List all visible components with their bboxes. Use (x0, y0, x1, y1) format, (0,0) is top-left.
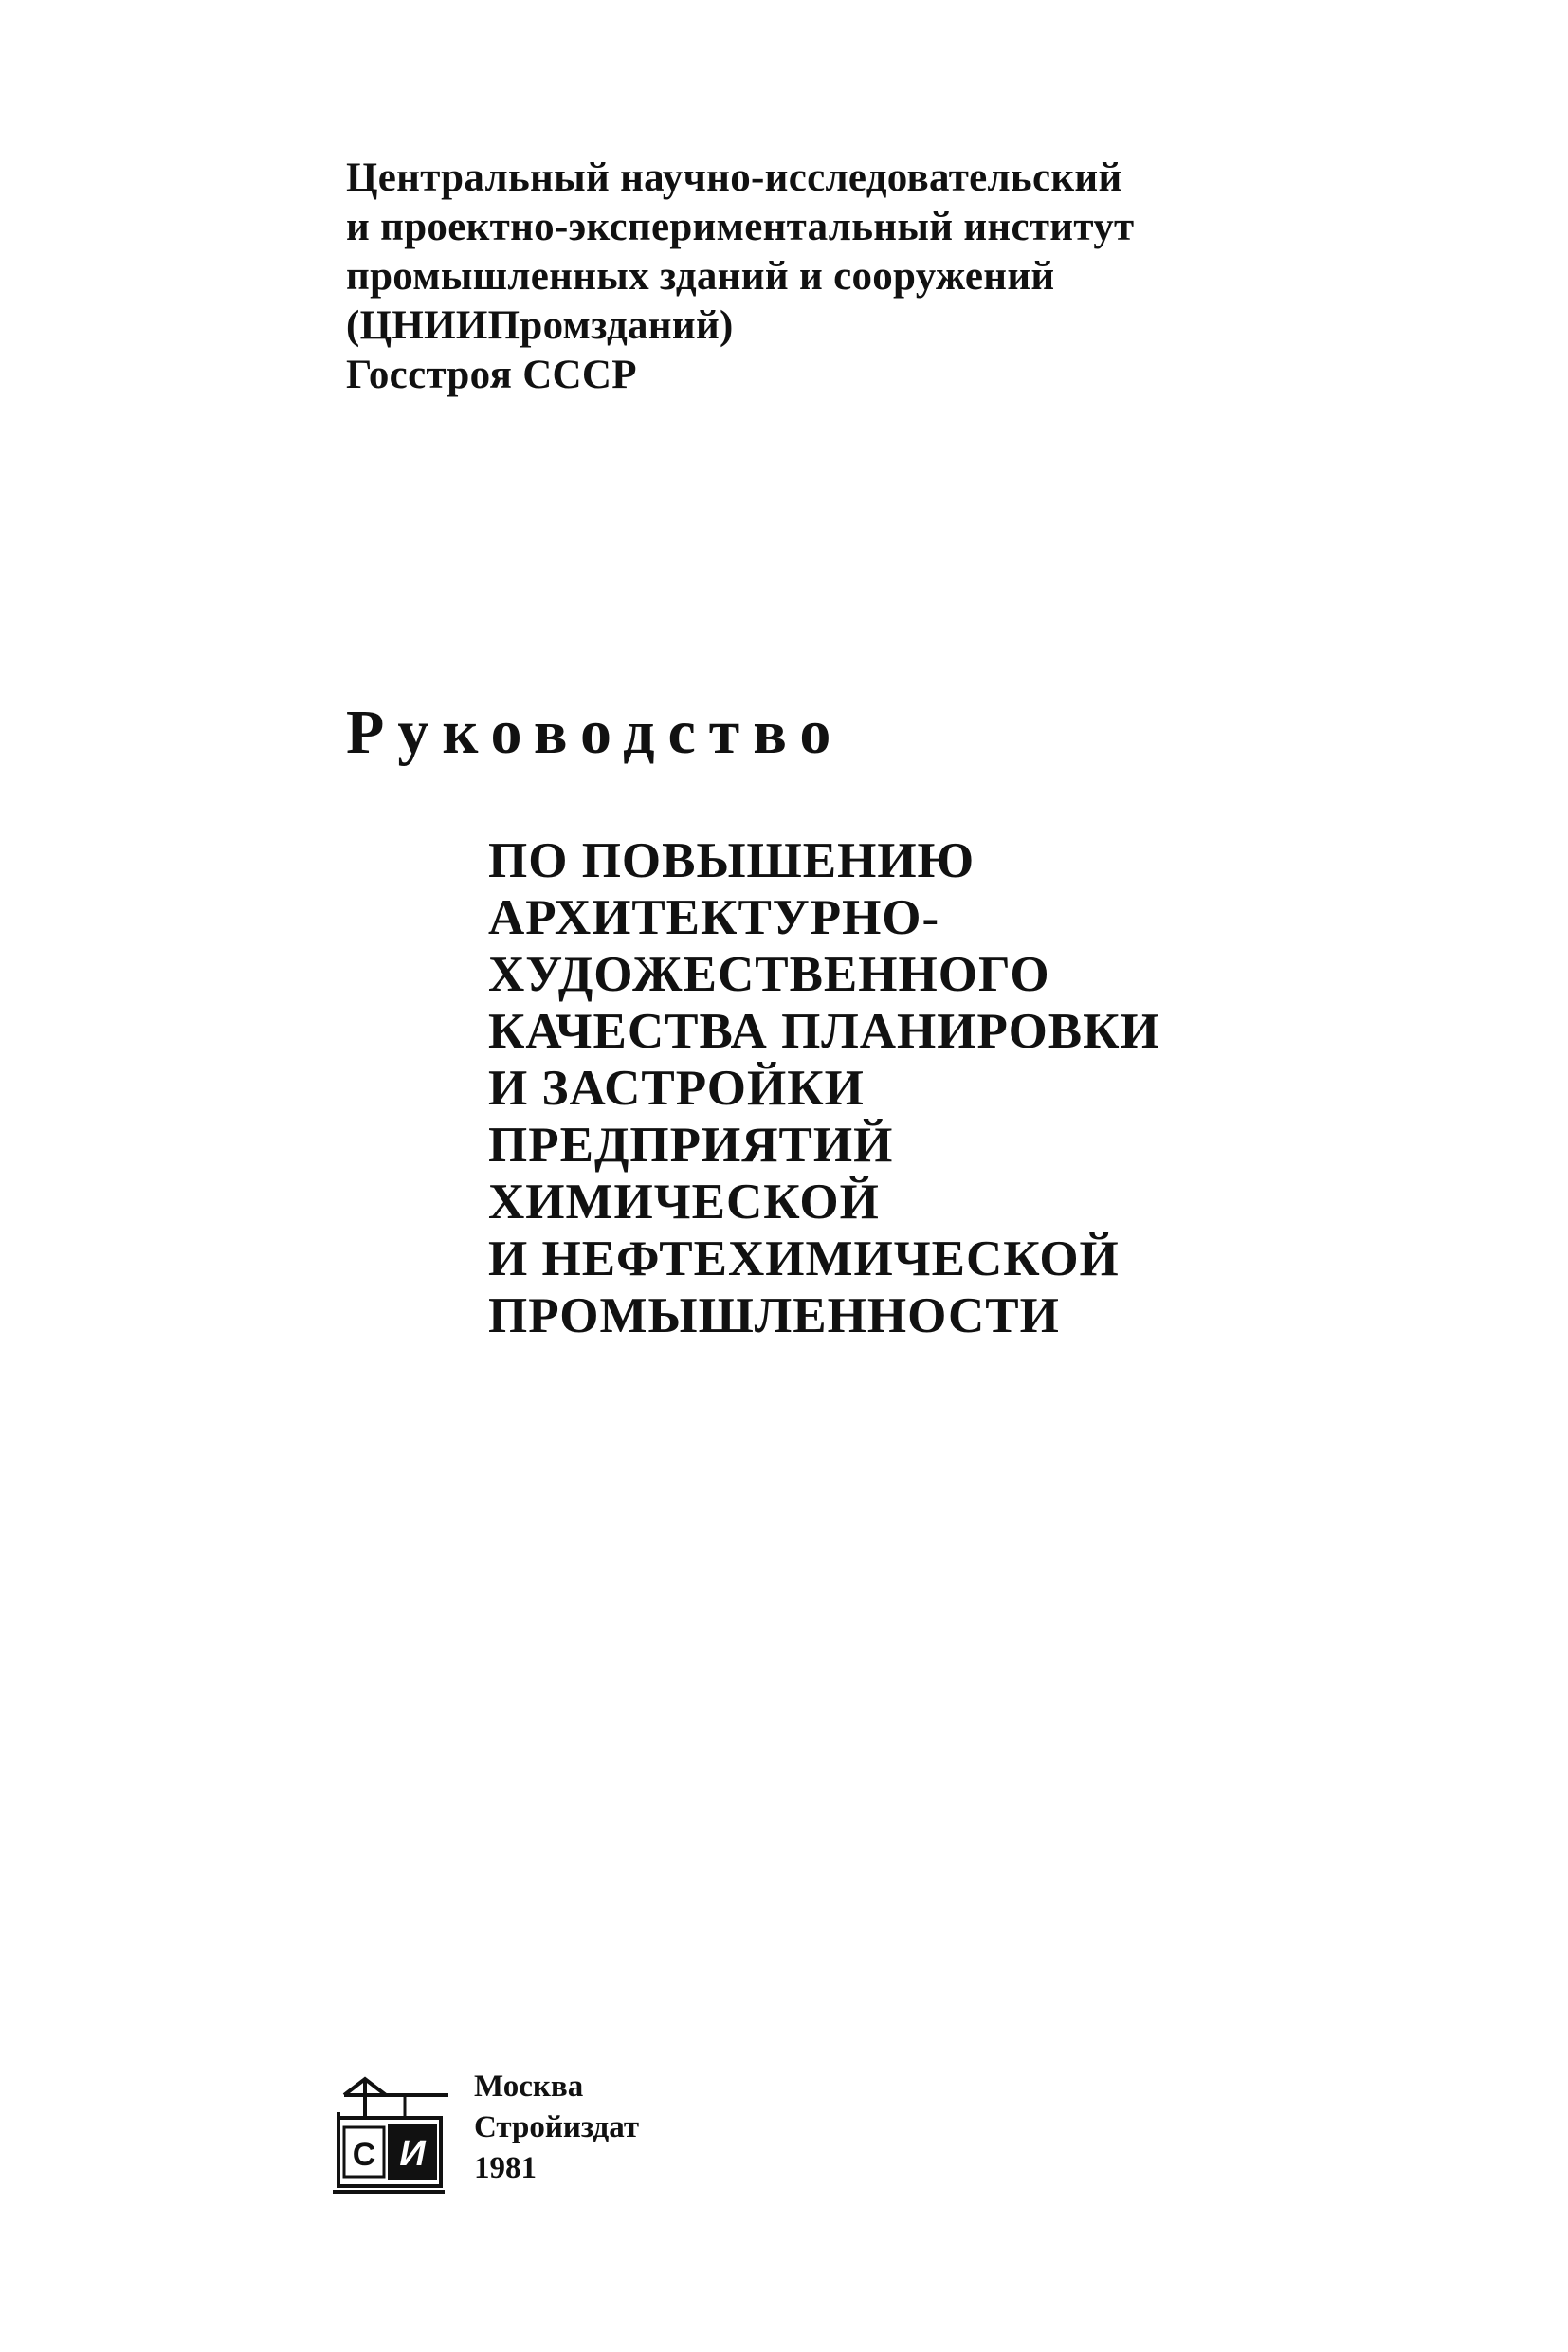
logo-letter-s: С (352, 2137, 376, 2173)
institution-line-5: Госстроя СССР (346, 353, 637, 397)
subtitle-line-9: ПРОМЫШЛЕННОСТИ (488, 1288, 1060, 1343)
institution-block (346, 154, 1134, 400)
publisher-name: Стройиздат (474, 2110, 640, 2144)
publisher-logo (327, 2074, 450, 2197)
subtitle-line-2: АРХИТЕКТУРНО- (488, 890, 940, 945)
publication-year: 1981 (474, 2151, 537, 2185)
subtitle-line-7: ХИМИЧЕСКОЙ (488, 1175, 880, 1230)
institution-line-2: и проектно-экспериментальный институт (346, 205, 1135, 249)
publisher-city: Москва (474, 2069, 584, 2104)
publisher-block (327, 2067, 820, 2218)
document-title: Руководство (346, 698, 845, 767)
subtitle-line-1: ПО ПОВЫШЕНИЮ (488, 833, 975, 888)
subtitle-line-3: ХУДОЖЕСТВЕННОГО (488, 947, 1050, 1002)
publisher-text (474, 2067, 639, 2189)
subtitle-line-8: И НЕФТЕХИМИЧЕСКОЙ (488, 1231, 1120, 1286)
subtitle-line-5: И ЗАСТРОЙКИ (488, 1061, 865, 1116)
institution-line-3: промышленных зданий и сооружений (346, 254, 1055, 299)
institution-line-4: (ЦНИИПромзданий) (346, 303, 734, 348)
subtitle-line-4: КАЧЕСТВА ПЛАНИРОВКИ (488, 1004, 1160, 1059)
institution-line-1: Центральный научно-исследовательский (346, 155, 1122, 200)
logo-letter-i: И (399, 2134, 426, 2174)
document-subtitle (488, 832, 1160, 1344)
subtitle-line-6: ПРЕДПРИЯТИЙ (488, 1118, 894, 1173)
